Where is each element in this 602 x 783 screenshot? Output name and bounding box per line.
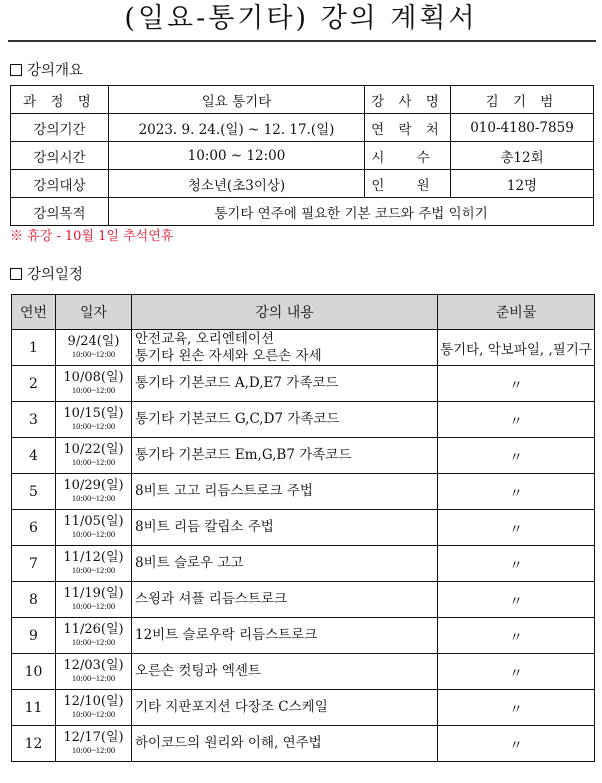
row-materials: 〃 <box>438 726 595 762</box>
schedule-body <box>12 330 595 762</box>
row-date-cell <box>56 510 132 546</box>
row-date: 12/17(일) <box>63 730 124 745</box>
overview-value: 12명 <box>451 170 594 198</box>
column-header: 연번 <box>12 295 56 330</box>
row-number: 8 <box>12 582 56 618</box>
row-date: 10/22(일) <box>63 442 124 457</box>
row-time: 10:00~12:00 <box>71 385 116 395</box>
holiday-notice: ※ 휴강 - 10월 1일 추석연휴 <box>10 229 174 244</box>
row-materials: 〃 <box>438 582 595 618</box>
row-date-cell <box>56 546 132 582</box>
column-header: 일자 <box>56 295 132 330</box>
row-time: 10:00~12:00 <box>71 457 116 467</box>
row-number: 11 <box>12 690 56 726</box>
overview-label: 인 원 <box>365 170 451 198</box>
row-materials: 통기타, 악보파일, ,필기구 <box>438 330 595 366</box>
row-materials: 〃 <box>438 366 595 402</box>
row-content-line: 스윙과 셔플 리듬스트로크 <box>135 591 288 607</box>
row-content <box>132 474 438 510</box>
row-date: 12/10(일) <box>63 694 124 709</box>
row-materials: 〃 <box>438 690 595 726</box>
checkbox-icon <box>10 268 22 280</box>
row-content-line: 12비트 슬로우락 리듬스트로크 <box>135 627 318 643</box>
row-number: 9 <box>12 618 56 654</box>
row-content-line: 오른손 컷팅과 엑센트 <box>135 663 261 679</box>
row-time: 10:00~12:00 <box>71 349 116 359</box>
schedule-header-row <box>12 295 595 330</box>
overview-label: 시 수 <box>365 142 451 170</box>
title-divider <box>8 40 596 42</box>
row-time: 10:00~12:00 <box>71 493 116 503</box>
overview-row <box>11 170 594 198</box>
row-number: 7 <box>12 546 56 582</box>
row-time: 10:00~12:00 <box>71 673 116 683</box>
row-content <box>132 582 438 618</box>
overview-label: 강 사 명 <box>365 86 451 114</box>
table-row <box>12 690 595 726</box>
table-row <box>12 726 595 762</box>
overview-value: 10:00 ~ 12:00 <box>109 142 365 170</box>
row-time: 10:00~12:00 <box>71 709 116 719</box>
row-materials: 〃 <box>438 402 595 438</box>
row-materials: 〃 <box>438 510 595 546</box>
row-number: 6 <box>12 510 56 546</box>
row-number: 2 <box>12 366 56 402</box>
row-time: 10:00~12:00 <box>71 421 116 431</box>
overview-heading-text: 강의개요 <box>27 63 84 79</box>
row-number: 1 <box>12 330 56 366</box>
column-header: 강의 내용 <box>132 295 438 330</box>
row-content-line: 통기타 기본코드 G,C,D7 가족코드 <box>135 411 340 427</box>
checkbox-icon <box>10 64 22 76</box>
overview-label: 연 락 처 <box>365 114 451 142</box>
overview-row <box>11 114 594 142</box>
overview-row <box>11 198 594 226</box>
row-date-cell <box>56 402 132 438</box>
overview-label: 강의시간 <box>11 142 109 170</box>
row-content-line: 8비트 리듬 칼립소 주법 <box>135 519 274 535</box>
row-date-cell <box>56 474 132 510</box>
row-number: 5 <box>12 474 56 510</box>
row-date-cell <box>56 726 132 762</box>
table-row <box>12 582 595 618</box>
schedule-table <box>11 294 595 762</box>
row-date: 9/24(일) <box>67 334 120 349</box>
row-content <box>132 690 438 726</box>
row-date-cell <box>56 330 132 366</box>
table-row <box>12 330 595 366</box>
row-number: 10 <box>12 654 56 690</box>
row-time: 10:00~12:00 <box>71 529 116 539</box>
row-content <box>132 546 438 582</box>
row-time: 10:00~12:00 <box>71 601 116 611</box>
row-content <box>132 510 438 546</box>
row-content <box>132 366 438 402</box>
row-content-line: 8비트 슬로우 고고 <box>135 555 244 571</box>
overview-table <box>10 85 594 226</box>
overview-value: 일요 통기타 <box>109 86 365 114</box>
column-header: 준비물 <box>438 295 595 330</box>
table-row <box>12 546 595 582</box>
table-row <box>12 474 595 510</box>
overview-label: 과 정 명 <box>11 86 109 114</box>
document-title: (일요-통기타) 강의 계획서 <box>124 3 478 34</box>
row-content <box>132 618 438 654</box>
row-time: 10:00~12:00 <box>71 637 116 647</box>
schedule-heading-text: 강의일정 <box>27 267 84 283</box>
row-number: 3 <box>12 402 56 438</box>
overview-purpose-label: 강의목적 <box>11 198 109 226</box>
row-date: 10/29(일) <box>63 478 124 493</box>
row-date-cell <box>56 366 132 402</box>
table-row <box>12 366 595 402</box>
document-title-block <box>0 2 602 36</box>
overview-value: 010-4180-7859 <box>451 114 594 142</box>
row-content-line: 안전교육, 오리엔테이션 <box>135 330 274 347</box>
row-date: 10/08(일) <box>63 370 124 385</box>
row-date-cell <box>56 438 132 474</box>
table-row <box>12 402 595 438</box>
row-number: 12 <box>12 726 56 762</box>
overview-value: 김 기 범 <box>451 86 594 114</box>
row-date: 10/15(일) <box>63 406 124 421</box>
row-content <box>132 438 438 474</box>
row-date-cell <box>56 690 132 726</box>
row-materials: 〃 <box>438 618 595 654</box>
row-date: 12/03(일) <box>63 658 124 673</box>
row-date-cell <box>56 654 132 690</box>
row-content <box>132 654 438 690</box>
row-content-line: 기타 지판포지션 다장조 C스케일 <box>135 699 328 715</box>
schedule-heading <box>10 263 83 284</box>
row-content-line: 8비트 고고 리듬스트로크 주법 <box>135 483 313 499</box>
row-content-line: 통기타 기본코드 A,D,E7 가족코드 <box>135 375 339 391</box>
row-materials: 〃 <box>438 654 595 690</box>
row-content <box>132 330 438 366</box>
overview-value: 2023. 9. 24.(일) ~ 12. 17.(일) <box>109 114 365 142</box>
row-content-line: 하이코드의 원리와 이해, 연주법 <box>135 735 322 751</box>
row-time: 10:00~12:00 <box>71 745 116 755</box>
row-time: 10:00~12:00 <box>71 565 116 575</box>
overview-label: 강의대상 <box>11 170 109 198</box>
overview-row <box>11 142 594 170</box>
overview-row <box>11 86 594 114</box>
row-date: 11/19(일) <box>63 586 124 601</box>
row-date: 11/26(일) <box>63 622 124 637</box>
row-materials: 〃 <box>438 546 595 582</box>
overview-purpose-value: 통기타 연주에 필요한 기본 코드와 주법 익히기 <box>109 198 594 226</box>
row-materials: 〃 <box>438 438 595 474</box>
table-row <box>12 438 595 474</box>
table-row <box>12 510 595 546</box>
table-row <box>12 618 595 654</box>
row-date: 11/12(일) <box>63 550 124 565</box>
row-content <box>132 402 438 438</box>
row-date-cell <box>56 618 132 654</box>
row-materials: 〃 <box>438 474 595 510</box>
table-row <box>12 654 595 690</box>
overview-heading <box>10 59 83 80</box>
overview-label: 강의기간 <box>11 114 109 142</box>
row-content-line: 통기타 왼손 자세와 오른손 자세 <box>135 347 322 364</box>
row-number: 4 <box>12 438 56 474</box>
row-content-line: 통기타 기본코드 Em,G,B7 가족코드 <box>135 447 352 463</box>
row-date: 11/05(일) <box>63 514 124 529</box>
overview-value: 총12회 <box>451 142 594 170</box>
row-content <box>132 726 438 762</box>
overview-value: 청소년(초3이상) <box>109 170 365 198</box>
row-date-cell <box>56 582 132 618</box>
